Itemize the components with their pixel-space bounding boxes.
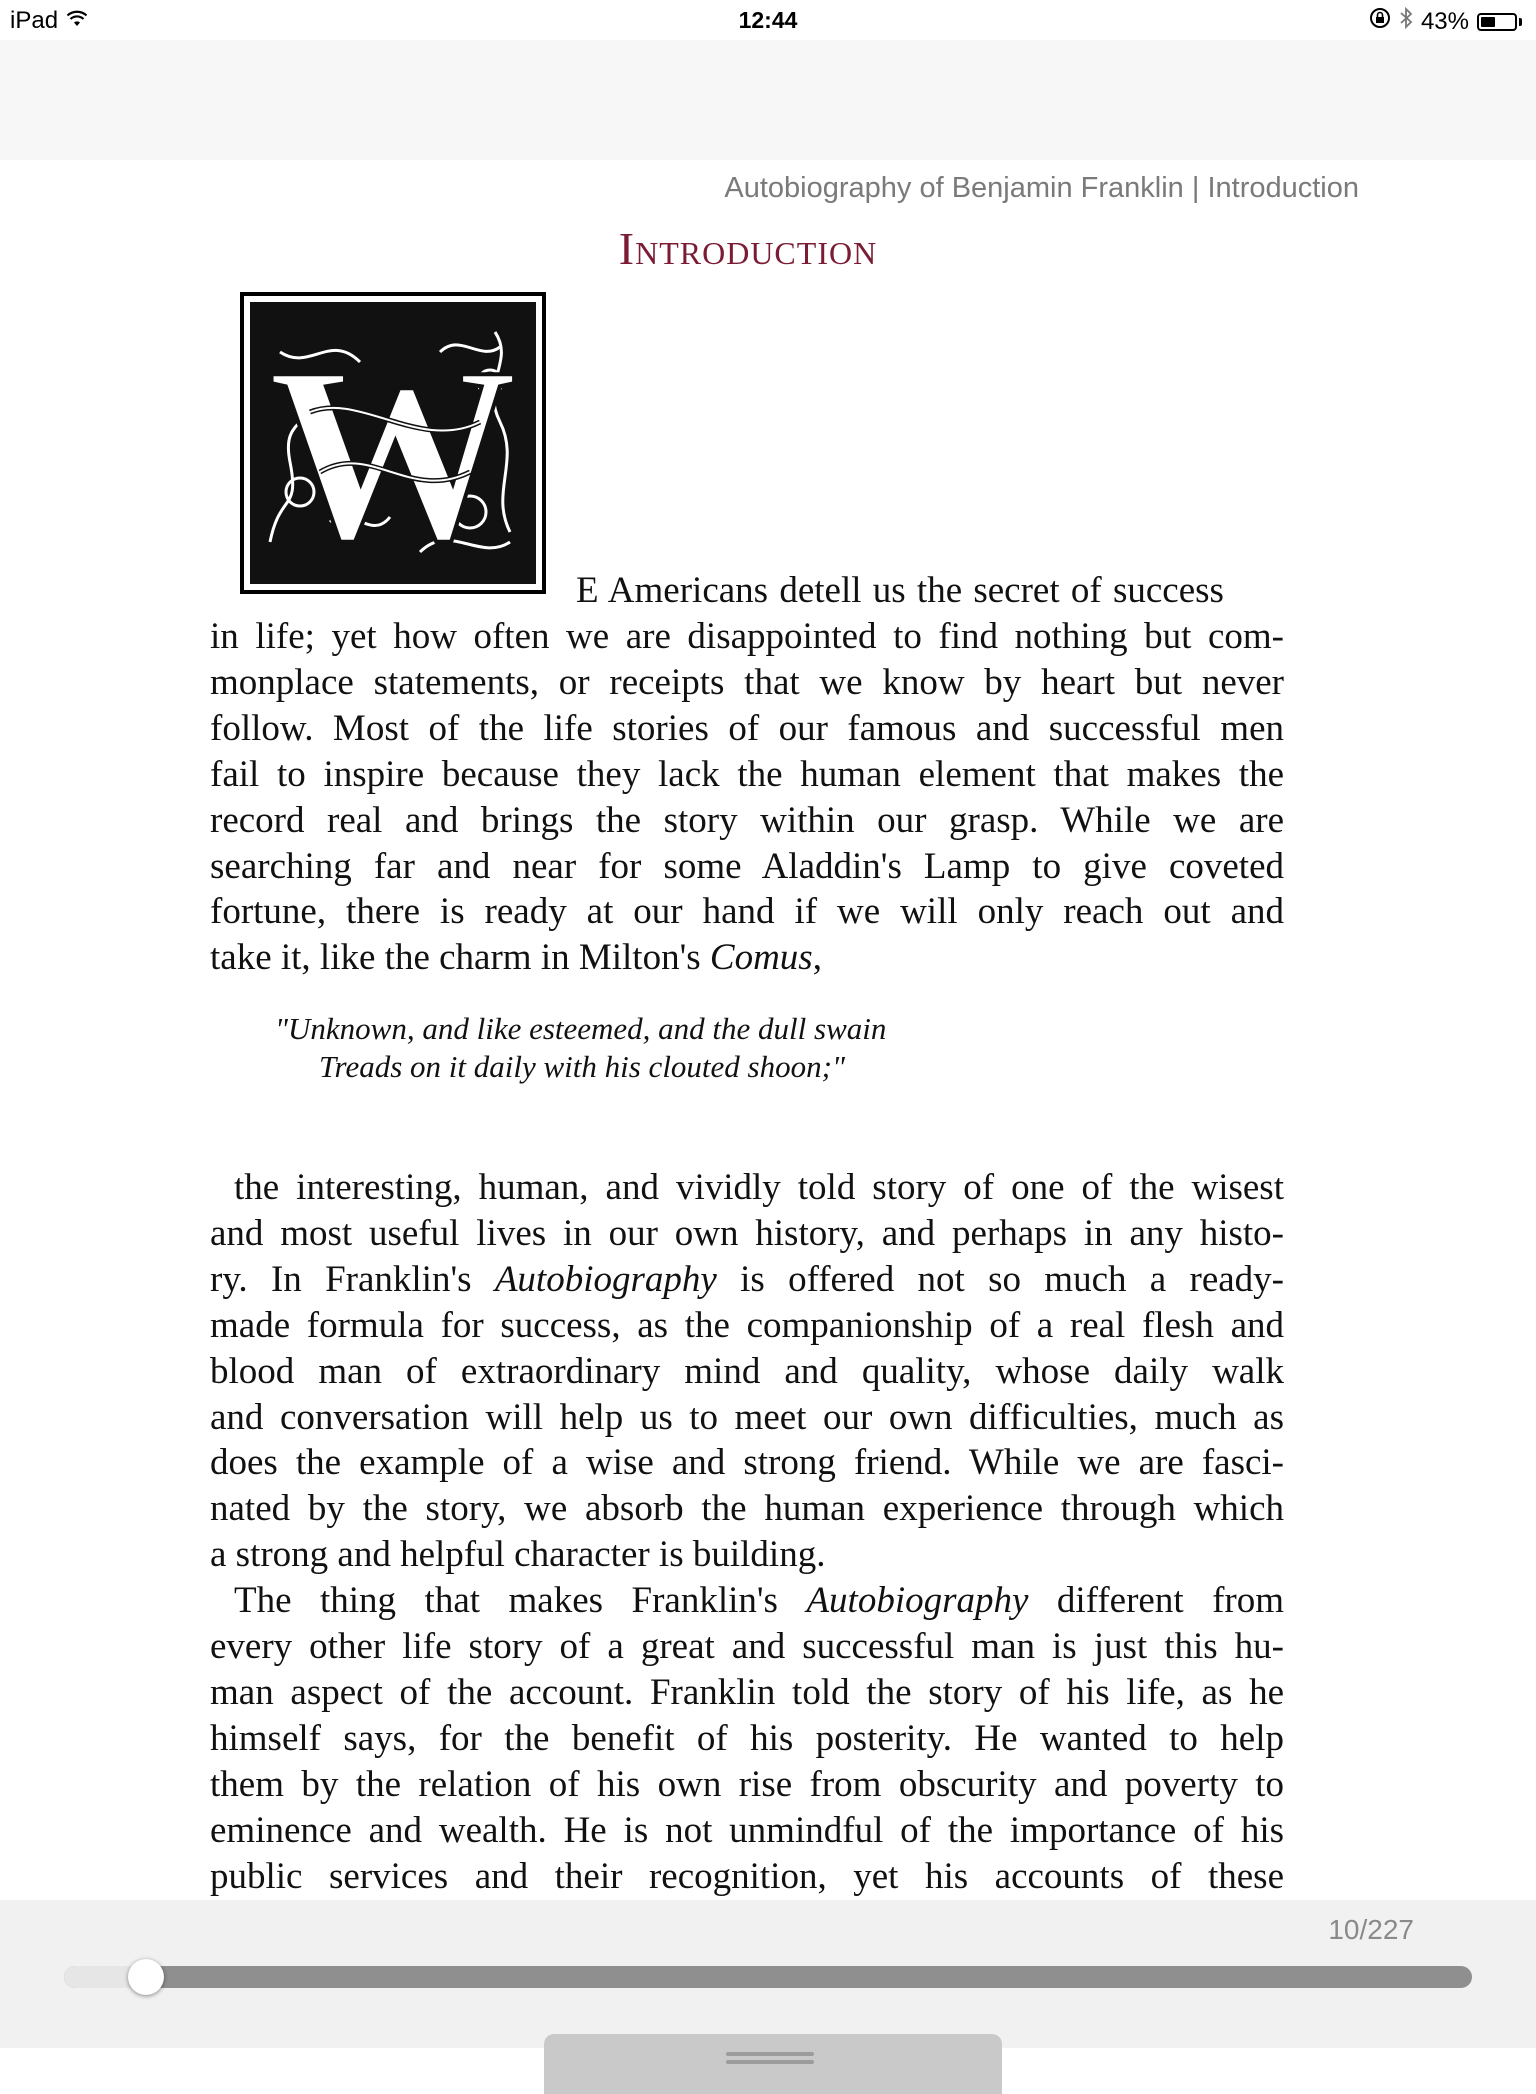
text-line: and conversation will help us to meet our own difficulties, much as	[210, 1396, 1284, 1438]
text-line: follow. Most of the life stories of our famous and successful men	[210, 707, 1284, 749]
book-page[interactable]	[0, 160, 1536, 1900]
bluetooth-icon	[1399, 7, 1413, 36]
paragraph-2	[210, 1165, 1284, 1900]
text-line: public services and their recognition, yet his accounts of these	[210, 1855, 1284, 1897]
text-span: different from	[1028, 1580, 1284, 1622]
battery-percent: 43%	[1420, 7, 1469, 35]
text-line: blood man of extraordinary mind and quality, whose daily walk	[210, 1350, 1284, 1392]
clock: 12:44	[738, 7, 798, 33]
status-right	[1369, 7, 1522, 36]
status-bar	[0, 0, 1536, 40]
running-head: Autobiography of Benjamin Franklin | Introduction	[724, 172, 1359, 204]
text-line: fail to inspire because they lack the human element that makes the	[210, 753, 1284, 795]
text-line: nated by the story, we absorb the human experience through which	[210, 1488, 1284, 1530]
text-line: fortune, there is ready at our hand if we will only reach out and	[210, 891, 1284, 933]
text-line	[210, 1578, 1284, 1624]
text-line: man aspect of the account. Franklin told the story of his life, as he	[210, 1671, 1284, 1713]
text-line: a strong and helpful character is building.	[210, 1534, 826, 1576]
device-name: iPad	[10, 7, 59, 34]
verse-line-2: Treads on it daily with his clouted shoon;"	[319, 1049, 845, 1084]
orientation-lock-icon	[1369, 7, 1391, 36]
text-line: does the example of a wise and strong friend. While we are fasci-	[210, 1442, 1284, 1484]
text-line: eminence and wealth. He is not unmindful of the importance of his	[210, 1809, 1284, 1851]
text-line: monplace statements, or receipts that we know by heart but never	[210, 661, 1284, 703]
ornamental-drop-cap-image	[240, 292, 546, 594]
top-toolbar[interactable]	[0, 40, 1536, 160]
text-span: ry. In Franklin's	[210, 1258, 495, 1300]
page-slider-thumb[interactable]	[128, 1959, 164, 1995]
text-line	[210, 935, 1284, 981]
paragraph-1	[210, 614, 1284, 981]
verse-quote	[275, 1010, 886, 1086]
text-line: every other life story of a great and successful man is just this hu-	[210, 1626, 1284, 1668]
grip-icon	[726, 2052, 814, 2056]
text-line: them by the relation of his own rise from obscurity and poverty to	[210, 1763, 1284, 1805]
text-line: himself says, for the benefit of his posterity. He wanted to help	[210, 1717, 1284, 1759]
page-slider-track[interactable]	[64, 1966, 1472, 1988]
bottom-bar	[0, 1900, 1536, 2048]
svg-text:W: W	[268, 316, 518, 593]
text-line: the interesting, human, and vividly told story of one of the wisest	[234, 1167, 1284, 1208]
page-indicator: 10/227	[1328, 1914, 1414, 1945]
text-line: searching far and near for some Aladdin's Lamp to give coveted	[210, 845, 1284, 887]
first-line: E Americans detell us the secret of success	[576, 570, 1224, 611]
text-line: and most useful lives in our own history, and perhaps in any histo-	[210, 1212, 1284, 1254]
drawer-handle[interactable]	[544, 2034, 1002, 2094]
text-line: made formula for success, as the companionship of a real flesh and	[210, 1304, 1284, 1346]
chapter-title: Introduction	[618, 223, 878, 274]
italic-title-autobiography: Autobiography	[806, 1580, 1029, 1622]
text-span: The thing that makes Franklin's	[234, 1580, 807, 1622]
text-span: is offered not so much a ready-	[716, 1258, 1284, 1300]
verse-line-1: "Unknown, and like esteemed, and the dull swain	[275, 1011, 887, 1046]
italic-title-autobiography: Autobiography	[494, 1258, 717, 1300]
text-span: ,	[812, 937, 822, 979]
text-line	[210, 1257, 1284, 1303]
battery-tip	[1519, 18, 1522, 26]
italic-title-comus: Comus	[709, 937, 813, 979]
text-span: take it, like the charm in Milton's	[210, 937, 710, 979]
text-line: in life; yet how often we are disappointed to find nothing but com-	[210, 616, 1284, 657]
text-line: record real and brings the story within our grasp. While we are	[210, 799, 1284, 841]
battery-icon	[1477, 13, 1517, 31]
